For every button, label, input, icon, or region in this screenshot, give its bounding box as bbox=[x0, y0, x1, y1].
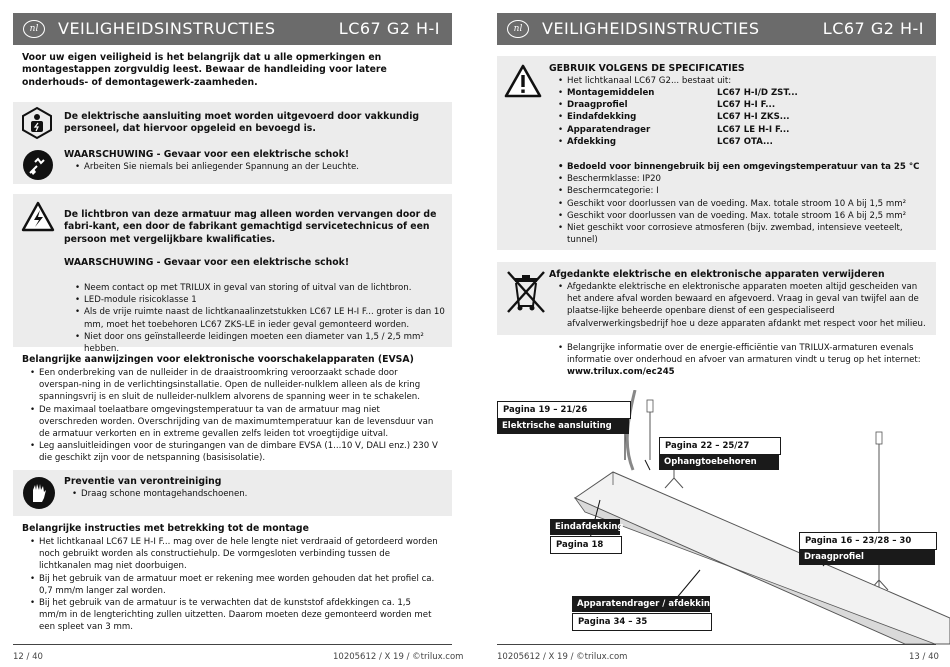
list-item: • Het lichtkanaal LC67 G2... bestaat uit: bbox=[558, 75, 928, 87]
list-item: • Bedoeld voor binnengebruik bij een omgevingstemperatuur van ta 25 °C bbox=[558, 161, 930, 173]
product-code: LC67 G2 H-I bbox=[822, 19, 924, 38]
list-item: • Een onderbreking van de nulleider in de draaistroomkring veroorzaakt schade door overspan-ning in de verlichtingsinstallatie. Open de nulleider-nulklem alleen als de kring spanningsvrij is en sluit de nulleider-nulklem alvorens de spanning weer in te schakelen. bbox=[30, 367, 440, 404]
electrical-connection-page: Pagina 19 – 21/26 bbox=[497, 401, 631, 419]
list-item bbox=[558, 342, 928, 379]
evsa-title: Belangrijke aanwijzingen voor elektronische voorschakelapparaten (EVSA) bbox=[22, 354, 414, 365]
energy-text: Belangrijke informatie over de energie-efficiëntie van TRILUX-armaturen evenals informatie over onderhoud en afvoer van armaturen vindt u terug op het internet: bbox=[567, 343, 921, 366]
support-profile-page: Pagina 16 – 23/28 – 30 bbox=[799, 532, 937, 550]
qualified-electrician-icon bbox=[20, 106, 54, 140]
spec-row bbox=[558, 111, 928, 123]
footer-rule bbox=[497, 644, 936, 645]
list-item: • De maximaal toelaatbare omgevingstemperatuur ta van de armatuur mag niet overschreden worden. Overschrijding van de maximumtemperatuur kan de levensduur van de armatuur verkorten en in extreme gevallen zelfs leiden tot vroegtijdige uitval. bbox=[30, 404, 440, 441]
spec-row bbox=[558, 99, 928, 111]
part-name: • Montagemiddelen bbox=[567, 88, 655, 98]
spec-title: GEBRUIK VOLGENS DE SPECIFICATIES bbox=[549, 63, 745, 74]
spec-intro bbox=[558, 75, 928, 87]
electrician-text: De elektrische aansluiting moet worden uitgevoerd door vakkundig personeel, dat hiervoor opgeleid en bevoegd is. bbox=[64, 111, 420, 135]
page-title: VEILIGHEIDSINSTRUCTIES bbox=[58, 19, 276, 38]
energy-url-link[interactable]: www.trilux.com/ec245 bbox=[567, 367, 675, 378]
list-item: • Afgedankte elektrische en elektronische apparaten moeten altijd gescheiden van het andere afval worden bewaard en afgevoerd. Vraag in geval van twijfel aan de plaatse-lijke beheerde openbare dienst of een gespecialiseerd afvalverwerkingsbedrijf hoe u deze apparaten afdankt met respect voor het milieu. bbox=[558, 281, 928, 330]
electric-shock-hand-icon bbox=[22, 149, 54, 181]
list-item: • Neem contact op met TRILUX in geval van storing of uitval van de lichtbron. bbox=[75, 282, 447, 294]
suspension-accessories-page: Pagina 22 – 25/27 bbox=[659, 437, 781, 455]
evsa-list bbox=[30, 367, 440, 465]
list-item: • Beschermklasse: IP20 bbox=[558, 173, 930, 185]
list-item: • Als de vrije ruimte naast de lichtkanaalinzetstukken LC67 LE H-I F... groter is dan 10 mm, moet het toebehoren LC67 ZKS-LE in ieder geval gemonteerd worden. bbox=[75, 306, 447, 330]
right-page bbox=[475, 0, 950, 667]
prevention-list bbox=[72, 488, 442, 500]
gear-tray-cover-page: Pagina 34 – 35 bbox=[572, 613, 712, 631]
spec-row bbox=[558, 87, 928, 99]
part-code: LC67 H-I F... bbox=[717, 100, 776, 111]
part-code: LC67 LE H-I F... bbox=[717, 124, 790, 135]
warning1-list bbox=[75, 161, 445, 173]
high-voltage-warning-icon bbox=[21, 201, 55, 232]
language-badge: nl bbox=[507, 20, 529, 38]
part-code: LC67 H-I ZKS... bbox=[717, 112, 790, 123]
mount-title: Belangrijke instructies met betrekking tot de montage bbox=[22, 523, 309, 534]
electrical-connection-label: Elektrische aansluiting bbox=[497, 418, 629, 434]
spec-parts-list bbox=[558, 87, 928, 148]
gear-tray-cover-label: Apparatendrager / afdekking bbox=[572, 596, 710, 612]
warning2-list bbox=[75, 282, 447, 355]
list-item: • Arbeiten Sie niemals bei anliegender Spannung an der Leuchte. bbox=[75, 161, 445, 173]
support-profile-label: Draagprofiel bbox=[799, 549, 935, 565]
language-badge: nl bbox=[23, 20, 45, 38]
part-code: LC67 H-I/D ZST... bbox=[717, 88, 798, 98]
list-item: • Niet door ons geïnstalleerde leidingen moeten een diameter van 1,5 / 2,5 mm² hebben. bbox=[75, 331, 447, 355]
warning2-title: WAARSCHUWING - Gevaar voor een elektrische schok! bbox=[64, 257, 350, 268]
part-name: • Apparatendrager bbox=[567, 124, 651, 135]
mount-list bbox=[30, 536, 440, 634]
intro-text: Voor uw eigen veiligheid is het belangrijk dat u alle opmerkingen en montagestappen zorgvuldig leest. Bewaar de handleiding voor latere onderhouds- of demontagewerk-zaamheden. bbox=[22, 52, 387, 88]
page-title: VEILIGHEIDSINSTRUCTIES bbox=[542, 19, 760, 38]
list-item: • Geschikt voor doorlussen van de voeding. Max. totale stroom 10 A bij 1,5 mm² bbox=[558, 198, 930, 210]
list-item: • Draag schone montagehandschoenen. bbox=[72, 488, 442, 500]
spec-row bbox=[558, 136, 928, 148]
list-item: • Bij het gebruik van de armatuur moet er rekening mee worden gehouden dat het profiel ca. 0,7 mm/m langer zal worden. bbox=[30, 573, 440, 597]
document-reference: 10205612 / X 19 / ©trilux.com bbox=[333, 652, 464, 662]
ceiling-anchor bbox=[647, 400, 653, 412]
ceiling-anchor bbox=[876, 432, 882, 444]
caution-triangle-icon bbox=[504, 64, 542, 98]
page-header bbox=[497, 13, 936, 45]
energy-list bbox=[558, 342, 928, 379]
end-cap-page: Pagina 18 bbox=[550, 536, 622, 554]
lightsource-text: De lichtbron van deze armatuur mag alleen worden vervangen door de fabri-kant, een door de fabrikant gemachtigd servicetechnicus of een persoon met vergelijkbare kwalificaties. bbox=[64, 209, 437, 245]
crossed-out-bin-icon bbox=[504, 266, 548, 316]
suspension-accessories-label: Ophangtoebehoren bbox=[659, 454, 779, 470]
product-code: LC67 G2 H-I bbox=[338, 19, 440, 38]
list-item: • Geschikt voor doorlussen van de voeding. Max. totale stroom 16 A bij 2,5 mm² bbox=[558, 210, 930, 222]
warning1-title: WAARSCHUWING - Gevaar voor een elektrische schok! bbox=[64, 149, 350, 160]
page-number: 12 / 40 bbox=[13, 652, 43, 662]
gloves-icon bbox=[22, 476, 56, 510]
part-name: • Eindafdekking bbox=[567, 112, 637, 123]
part-name: • Afdekking bbox=[567, 136, 617, 147]
list-item: • Het lichtkanaal LC67 LE H-I F... mag over de hele lengte niet verdraaid of getordeerd worden noch gebruikt worden als constructiehulp. De vormgesloten verbinding tussen de lichtkanalen mag niet doorbuigen. bbox=[30, 536, 440, 573]
list-item: • Beschermcategorie: I bbox=[558, 185, 930, 197]
list-item: • Leg aansluitleidingen voor de sturingangen van de dimbare EVSA (1...10 V, DALI enz.) 230 V die geschikt zijn voor de netspanning (basisisolatie). bbox=[30, 440, 440, 464]
list-item: • LED-module risicoklasse 1 bbox=[75, 294, 447, 306]
spec-items-list bbox=[558, 161, 930, 246]
list-item: • Niet geschikt voor corrosieve atmosferen (bijv. zwembad, intensieve veeteelt, tunnel) bbox=[558, 222, 930, 246]
footer-rule bbox=[13, 644, 452, 645]
prevention-title: Preventie van verontreiniging bbox=[64, 476, 222, 487]
part-code: LC67 OTA... bbox=[717, 136, 773, 147]
document-reference: 10205612 / X 19 / ©trilux.com bbox=[497, 652, 628, 662]
end-cap-label: Eindafdekking bbox=[550, 519, 620, 535]
page-header bbox=[13, 13, 452, 45]
page-number: 13 / 40 bbox=[909, 652, 939, 662]
part-name: • Draagprofiel bbox=[567, 100, 628, 111]
spec-row bbox=[558, 124, 928, 136]
list-item: • Bij het gebruik van de armatuur is te verwachten dat de kunststof afdekkingen ca. 1,5 mm/m in de lengterichting zullen uitzetten. Daarom moeten deze gemonteerd worden met een spleet van 3 mm. bbox=[30, 597, 440, 634]
weee-list bbox=[558, 281, 928, 330]
weee-title: Afgedankte elektrische en elektronische apparaten verwijderen bbox=[549, 269, 885, 280]
